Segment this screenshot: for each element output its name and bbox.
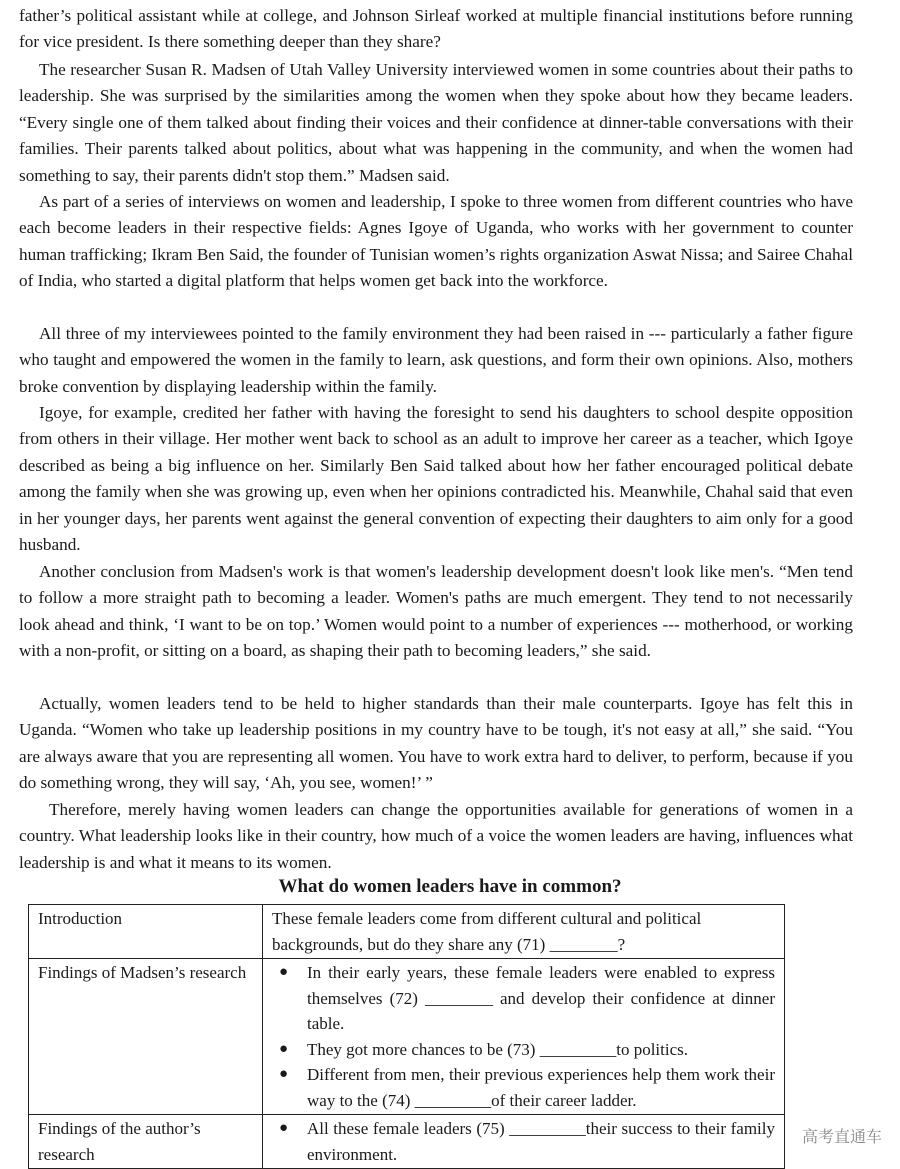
table-row — [29, 905, 785, 959]
bullet-icon: ● — [279, 1120, 289, 1136]
bullet-text: In their early years, these female leaders were enabled to express themselves (72) ________ and develop their confidence at dinner table. — [307, 963, 775, 1033]
table-row — [29, 1115, 785, 1169]
bullet-text: They got more chances to be (73) _________to politics. — [307, 1039, 688, 1059]
watermark-label: 高考直通车 — [801, 1127, 882, 1146]
bullet-text: All these female leaders (75) _________their success to their family environment. — [307, 1119, 775, 1164]
list-item — [272, 960, 775, 1037]
article-paragraph-0: father’s political assistant while at college, and Johnson Sirleaf worked at multiple financial institutions before running for vice president. Is there something deeper than they share? — [19, 6, 853, 52]
article-paragraph-1: The researcher Susan R. Madsen of Utah Valley University interviewed women in some countries about their paths to leadership. She was surprised by the similarities among the women when they spoke about how they became leaders. “Every single one of them talked about finding their voices and their confidence at dinner-table conversations with their families. Their parents talked about politics, about what was happening in the community, and when the women had something to say, their parents didn't stop them.” Madsen said. — [19, 60, 853, 185]
row-label: Findings of the author’s research — [29, 1115, 263, 1169]
bullet-list — [272, 960, 775, 1113]
article-paragraph-2: As part of a series of interviews on women and leadership, I spoke to three women from different countries who have each become leaders in their respective fields: Agnes Igoye of Uganda, who works with her government to counter human trafficking; Ikram Ben Said, the founder of Tunisian women’s rights organization Aswat Nissa; and Sairee Chahal of India, who started a digital platform that helps women get back into the workforce. — [19, 192, 853, 291]
row-content: These female leaders come from different cultural and political backgrounds, but do they share any (71) ________? — [263, 905, 785, 959]
row-content — [263, 959, 785, 1115]
list-item — [272, 1116, 775, 1167]
article-paragraph-5: Another conclusion from Madsen's work is that women's leadership development doesn't look like men's. “Men tend to follow a more straight path to becoming a leader. Women's paths are much emergent. They tend to not necessarily look ahead and think, ‘I want to be on top.’ Women would point to a number of experiences --- motherhood, or working with a non-profit, or sitting on a board, as shaping their path to becoming leaders,” she said. — [19, 562, 853, 661]
bullet-icon: ● — [279, 964, 289, 980]
list-item — [272, 1037, 775, 1063]
article-paragraph-7: Therefore, merely having women leaders can change the opportunities available for generations of women in a country. What leadership looks like in their country, how much of a voice the women leaders are having, influences what leadership is and what it means to its women. — [19, 800, 853, 872]
table-title: What do women leaders have in common? — [278, 876, 622, 897]
row-content — [263, 1115, 785, 1169]
article-paragraph-6: Actually, women leaders tend to be held to higher standards than their male counterparts. Igoye has felt this in Uganda. “Women who take up leadership positions in my country have to be tough, it's not easy at all,” she said. “You are always aware that you are representing all women. You have to work extra hard to deliver, to perform, because if you do something wrong, they will say, ‘Ah, you see, women!’ ” — [19, 694, 853, 793]
row-label: Findings of Madsen’s research — [29, 959, 263, 1115]
bullet-text: Different from men, their previous experiences help them work their way to the (74) _________of their career ladder. — [307, 1065, 775, 1110]
article-paragraph-4: Igoye, for example, credited her father with having the foresight to send his daughters to school despite opposition from others in their village. Her mother went back to school as an adult to improve her career as a teacher, which Igoye described as being a big influence on her. Similarly Ben Said talked about how her father encouraged political debate among the family when she was growing up, even when her opinions contradicted his. Meanwhile, Chahal said that even in her younger days, her parents went against the general convention of expecting their daughters to aim only for a good husband. — [19, 403, 853, 555]
list-item — [272, 1062, 775, 1113]
summary-table — [28, 904, 785, 1169]
bullet-list — [272, 1116, 775, 1167]
bullet-icon: ● — [279, 1040, 289, 1057]
row-label: Introduction — [29, 905, 263, 959]
article-paragraph-3: All three of my interviewees pointed to the family environment they had been raised in --- particularly a father figure who taught and empowered the women in the family to learn, ask questions, and form their own opinions. Also, mothers broke convention by displaying leadership within the family. — [19, 324, 853, 396]
table-row — [29, 959, 785, 1115]
bullet-icon: ● — [279, 1066, 289, 1082]
